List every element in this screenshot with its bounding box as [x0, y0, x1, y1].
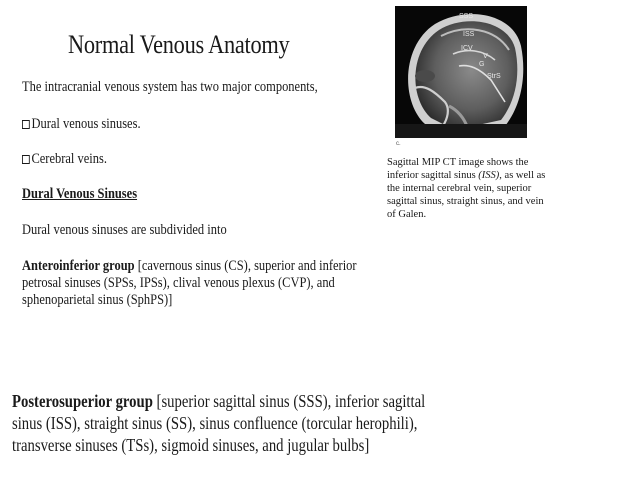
- section-heading: Dural Venous Sinuses: [22, 186, 138, 202]
- anteroinferior-line-1: Anteroinferior group [cavernous sinus (CS), superior and inferior: [22, 258, 357, 274]
- bullet-label: Dural venous sinuses.: [31, 116, 141, 132]
- posterosuperior-line-1: Posterosuperior group [superior sagittal sinus (SSS), inferior sagittal: [12, 391, 426, 411]
- bullet-label: Cerebral veins.: [31, 151, 107, 167]
- posterosuperior-line-3: transverse sinuses (TSs), sigmoid sinuses, and jugular bulbs]: [12, 435, 370, 455]
- caption-line: the internal cerebral vein, superior: [387, 183, 532, 194]
- ct-label-icv: ICV: [461, 45, 473, 52]
- posterosuperior-line-2: sinus (ISS), straight sinus (SS), sinus confluence (torcular herophili),: [12, 413, 418, 433]
- ct-label-iss: ISS: [463, 31, 475, 38]
- anteroinferior-label: Anteroinferior group: [22, 258, 135, 274]
- posterosuperior-label: Posterosuperior group: [12, 391, 153, 411]
- caption-line: Sagittal MIP CT image shows the: [387, 157, 529, 168]
- ct-label-g: G: [479, 61, 485, 68]
- caption-line: inferior sagittal sinus (ISS), as well as: [387, 170, 546, 181]
- ct-scan-graphic: [395, 6, 527, 138]
- figure-caption: [387, 156, 587, 221]
- ct-label-strs: StrS: [487, 73, 501, 80]
- subdivision-text: Dural venous sinuses are subdivided into: [22, 222, 227, 238]
- panel-mark: c.: [396, 141, 401, 147]
- anteroinferior-paragraph: [22, 258, 357, 309]
- checkbox-bullet-icon: [22, 155, 30, 164]
- bullet-item-cerebral: [22, 151, 107, 168]
- anteroinferior-line-3: sphenoparietal sinus (SphPS)]: [22, 292, 173, 308]
- caption-line: of Galen.: [387, 209, 427, 220]
- ct-image: [395, 6, 527, 138]
- checkbox-bullet-icon: [22, 120, 30, 129]
- caption-abbreviation: (ISS): [478, 170, 500, 181]
- posterosuperior-paragraph: [12, 390, 425, 456]
- anteroinferior-line-2: petrosal sinuses (SPSs, IPSs), clival venous plexus (CVP), and: [22, 275, 335, 291]
- page-title: Normal Venous Anatomy: [68, 30, 290, 59]
- bullet-item-dural: [22, 116, 141, 133]
- ct-label-v: V: [483, 53, 488, 60]
- ct-label-sss: SSS: [459, 13, 474, 20]
- caption-line: sagittal sinus, straight sinus, and vein: [387, 196, 544, 207]
- intro-text: The intracranial venous system has two major components,: [22, 79, 318, 95]
